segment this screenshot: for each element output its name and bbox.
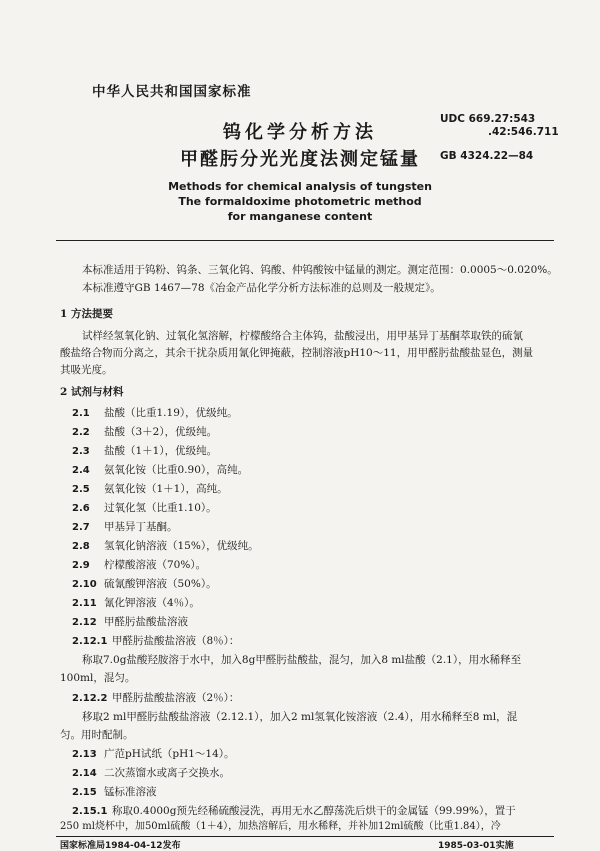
item-number: 2.4 xyxy=(72,465,90,476)
item-text: 硫氰酸钾溶液（50%）。 xyxy=(104,578,217,590)
procedure-2122-line1: 移取2 ml甲醛肟盐酸盐溶液（2.12.1），加入2 ml氢氧化铵溶液（2.4），用水稀释至8 ml，混 xyxy=(82,711,518,723)
item-text: 盐酸（1＋1），优级纯。 xyxy=(104,445,218,457)
item-text: 甲醛肟盐酸盐溶液（2％）： xyxy=(112,692,240,704)
national-standard-label: 中华人民共和国国家标准 xyxy=(92,84,252,100)
udc-code-continued: .42:546.711 xyxy=(488,126,559,138)
item-text: 锰标准溶液 xyxy=(104,786,157,798)
item-number: 2.12.2 xyxy=(72,693,108,704)
list-item xyxy=(72,614,188,629)
item-text: 柠檬酸溶液（70%）。 xyxy=(104,559,207,571)
item-text: 甲基异丁基酮。 xyxy=(104,521,178,533)
section1-text-line2: 酸盐络合物而分离之，其余干扰杂质用氰化钾掩蔽，控制溶液pH10～11，用甲醛肟盐酸盐显色，测量 xyxy=(60,347,534,359)
list-item xyxy=(72,462,248,477)
list-item xyxy=(72,443,217,458)
list-item xyxy=(72,746,235,761)
item-number: 2.14 xyxy=(72,768,97,779)
header-rule xyxy=(56,240,554,241)
list-item xyxy=(72,557,206,572)
effective-date: 1985-03-01实施 xyxy=(438,841,514,851)
section1-heading: 1 方法提要 xyxy=(60,308,113,320)
item-text: 二次蒸馏水或离子交换水。 xyxy=(104,767,230,779)
list-item xyxy=(72,595,200,610)
item-text: 盐酸（比重1.19），优级纯。 xyxy=(104,407,238,419)
item-text: 盐酸（3＋2），优级纯。 xyxy=(104,426,218,438)
list-item xyxy=(72,765,230,780)
footer-rule xyxy=(56,836,554,837)
list-item xyxy=(72,519,178,534)
item-number: 2.9 xyxy=(72,560,90,571)
english-title-line1: Methods for chemical analysis of tungsten xyxy=(168,180,432,193)
item-number: 2.1 xyxy=(72,408,90,419)
item-number: 2.6 xyxy=(72,503,90,514)
item-number: 2.12 xyxy=(72,617,97,628)
list-item xyxy=(72,576,217,591)
list-item xyxy=(72,784,157,799)
item-number: 2.13 xyxy=(72,749,97,760)
item-number: 2.3 xyxy=(72,446,90,457)
section1-text-line3: 其吸光度。 xyxy=(60,364,113,376)
item-number: 2.8 xyxy=(72,541,90,552)
item-number: 2.2 xyxy=(72,427,90,438)
item-text: 广范pH试纸（pH1～14）。 xyxy=(104,748,235,760)
list-item xyxy=(72,538,259,553)
document-subtitle: 甲醛肟分光光度法测定锰量 xyxy=(180,149,420,170)
item-number: 2.7 xyxy=(72,522,90,533)
gb-number: GB 4324.22—84 xyxy=(440,150,534,162)
english-title-line3: for manganese content xyxy=(227,210,373,223)
item-text: 过氧化氢（比重1.10）。 xyxy=(104,502,217,514)
item-text: 甲醛肟盐酸盐溶液 xyxy=(104,616,188,628)
list-item xyxy=(72,803,516,818)
list-item xyxy=(72,481,228,496)
list-item xyxy=(72,424,217,439)
item-number: 2.15 xyxy=(72,787,97,798)
item-number: 2.5 xyxy=(72,484,90,495)
list-item xyxy=(72,633,239,648)
english-title-line2: The formaldoxime photometric method xyxy=(178,195,422,208)
procedure-2122-line2: 匀。用时配制。 xyxy=(60,729,134,741)
section1-text-line1: 试样经氢氧化钠、过氧化氢溶解，柠檬酸络合主体钨，盐酸浸出，用甲基异丁基酮萃取铁的硫氰 xyxy=(82,330,523,342)
list-item xyxy=(72,500,217,515)
section2-heading: 2 试剂与材料 xyxy=(60,386,124,398)
issue-date: 国家标准局1984-04-12发布 xyxy=(60,841,181,851)
item-number: 2.10 xyxy=(72,579,97,590)
list-item xyxy=(72,405,238,420)
procedure-2121-line2: 100ml，混匀。 xyxy=(60,672,136,684)
udc-code: UDC 669.27:543 xyxy=(440,113,536,125)
item-text: 甲醛肟盐酸盐溶液（8％）： xyxy=(112,635,240,647)
procedure-2151-line2: 250 ml烧杯中，加50ml硫酸（1＋4），加热溶解后，用水稀释，并补加12ml硫酸（比重1.84），冷 xyxy=(60,821,501,832)
procedure-2121-line1: 称取7.0g盐酸羟胺溶于水中，加入8g甲醛肟盐酸盐，混匀，加入8 ml盐酸（2.1），用水稀释至 xyxy=(82,654,522,666)
intro-scope: 本标准适用于钨粉、钨条、三氧化钨、钨酸、仲钨酸铵中锰量的测定。测定范围：0.0005～0.020%。 xyxy=(82,264,558,276)
item-number: 2.11 xyxy=(72,598,97,609)
document-title: 钨化学分析方法 xyxy=(223,122,377,143)
item-text: 称取0.4000g预先经稀硫酸浸洗，再用无水乙醇荡洗后烘干的金属锰（99.99%），置于 xyxy=(112,805,516,817)
item-number: 2.12.1 xyxy=(72,636,108,647)
item-text: 氢氧化钠溶液（15%），优级纯。 xyxy=(104,540,259,552)
list-item xyxy=(72,690,239,705)
intro-compliance: 本标准遵守GB 1467—78《冶金产品化学分析方法标准的总则及一般规定》。 xyxy=(82,282,441,294)
item-text: 氰化钾溶液（4％）。 xyxy=(104,597,200,609)
item-number: 2.15.1 xyxy=(72,806,108,817)
item-text: 氨氧化铵（比重0.90），高纯。 xyxy=(104,464,249,476)
item-text: 氨氧化铵（1＋1），高纯。 xyxy=(104,483,228,495)
